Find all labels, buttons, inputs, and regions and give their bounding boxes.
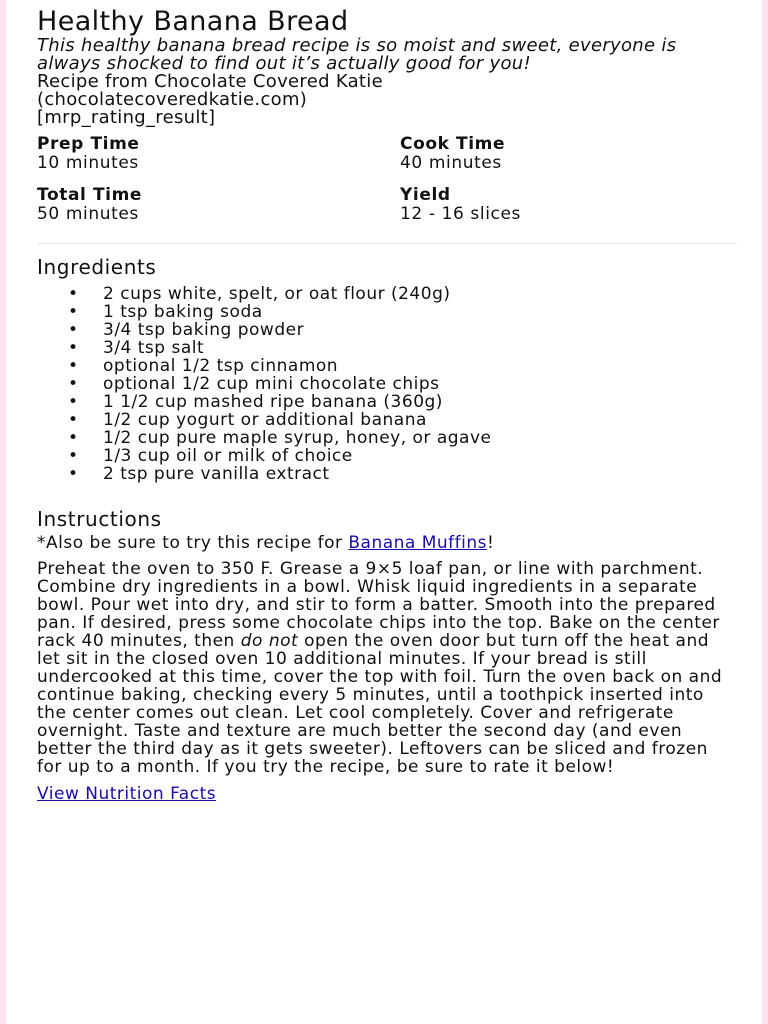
bullet-icon: • [68,392,79,412]
yield-value: 12 - 16 slices [400,204,521,224]
section-divider [37,243,737,244]
instructions-note [37,534,737,552]
ingredient-item [37,411,737,429]
view-nutrition-facts-link[interactable]: View Nutrition Facts [37,784,217,804]
bullet-icon: • [68,428,79,448]
ingredient-text: 1/2 cup pure maple syrup, honey, or agave [103,428,492,448]
method-text-start: Preheat the oven to 350 F. Grease a 9×5 loaf pan, or line with parchment. Combine dry ingredients in a bowl. Whisk liquid ingredients in a separate bowl. Pour wet into dry, and stir to form a batter. Smooth into the prepared pan. If desired, press some chocolate chips into the top. Bake on the center rack 40 minutes, then [37,559,720,651]
ingredient-item [37,447,737,465]
rating-shortcode: [mrp_rating_result] [37,107,216,128]
bullet-icon: • [68,302,79,322]
bullet-icon: • [68,446,79,466]
ingredients-heading: Ingredients [37,255,157,279]
total-time-label: Total Time [37,185,143,205]
instructions-method [37,560,737,776]
prep-time-value: 10 minutes [37,153,139,173]
bullet-icon: • [68,410,79,430]
recipe-card [6,0,762,1024]
bullet-icon: • [68,464,79,484]
ingredient-text: 1/2 cup yogurt or additional banana [103,410,427,430]
yield-label: Yield [400,185,451,205]
ingredient-item [37,393,737,411]
recipe-title: Healthy Banana Bread [37,6,349,37]
total-time-value: 50 minutes [37,204,139,224]
ingredient-text: 3/4 tsp salt [103,338,205,358]
banana-muffins-link[interactable]: Banana Muffins [348,533,488,553]
note-prefix: *Also be sure to try this recipe for [37,533,349,553]
ingredient-item [37,375,737,393]
cook-time-label: Cook Time [400,134,506,154]
method-emphasis: do not [240,631,299,651]
ingredient-text: 2 tsp pure vanilla extract [103,464,330,484]
recipe-summary: This healthy banana bread recipe is so moist and sweet, everyone is always shocked to find out it’s actually good for you! [37,35,677,74]
bullet-icon: • [68,356,79,376]
bullet-icon: • [68,338,79,358]
bullet-icon: • [68,320,79,340]
recipe-content [37,6,737,803]
ingredient-item [37,339,737,357]
yield [400,186,737,224]
cook-time-value: 40 minutes [400,153,502,173]
ingredient-item [37,357,737,375]
bullet-icon: • [68,374,79,394]
note-suffix: ! [487,533,495,553]
ingredient-text: optional 1/2 tsp cinnamon [103,356,339,376]
ingredient-text: optional 1/2 cup mini chocolate chips [103,374,440,394]
prep-time-label: Prep Time [37,134,140,154]
ingredient-text: 1 1/2 cup mashed ripe banana (360g) [103,392,443,412]
ingredient-text: 2 cups white, spelt, or oat flour (240g) [103,284,451,304]
ingredient-text: 1 tsp baking soda [103,302,263,322]
total-time [37,186,400,224]
ingredient-item [37,465,737,483]
ingredient-list [37,285,737,483]
recipe-meta [37,135,737,224]
ingredient-text: 1/3 cup oil or milk of choice [103,446,353,466]
recipe-source-site: (chocolatecoveredkatie.com) [37,89,308,110]
ingredient-item [37,429,737,447]
prep-time [37,135,400,173]
method-text-end: open the oven door but turn off the heat and let sit in the closed oven 10 additional minutes. If your bread is still undercooked at this time, cover the top with foil. Turn the oven back on and continue baking, checking every 5 minutes, until a toothpick inserted into the center comes out clean. Let cool completely. Cover and refrigerate overnight. Taste and texture are much better the second day (and even better the third day as it gets sweeter). Leftovers can be sliced and frozen for up to a month. If you try the recipe, be sure to rate it below! [37,631,723,777]
cook-time [400,135,737,173]
ingredient-item [37,321,737,339]
instructions-heading: Instructions [37,507,162,531]
ingredient-text: 3/4 tsp baking powder [103,320,305,340]
ingredient-item [37,303,737,321]
bullet-icon: • [68,284,79,304]
recipe-source: Recipe from Chocolate Covered Katie [37,71,383,92]
ingredient-item [37,285,737,303]
